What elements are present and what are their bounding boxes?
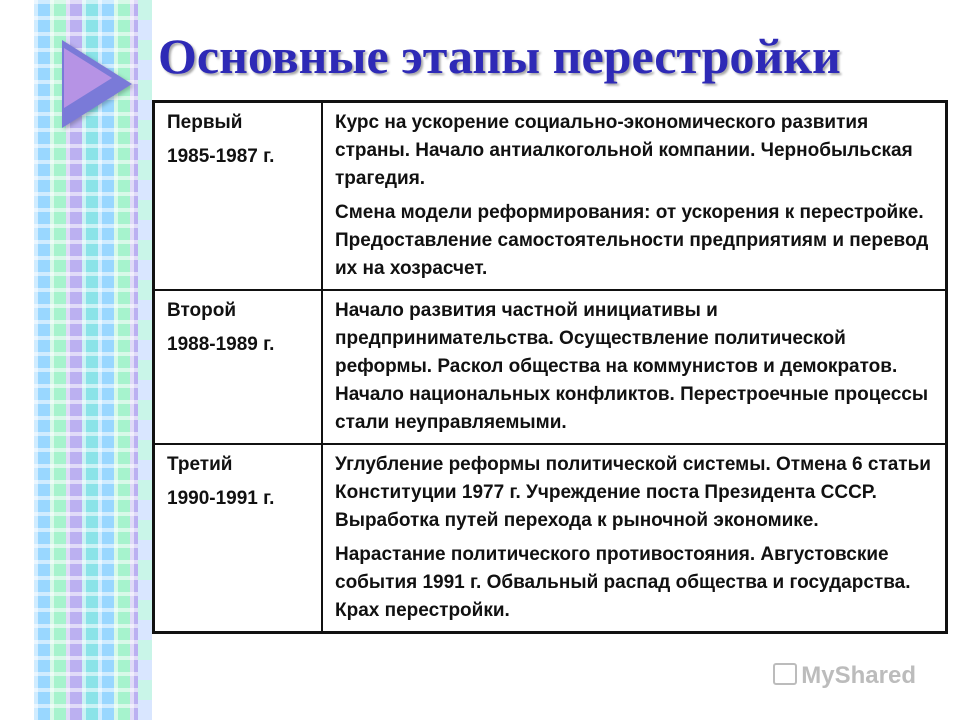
stage-name: Второй bbox=[167, 300, 237, 321]
stage-cell bbox=[154, 102, 323, 291]
description-paragraph: Курс на ускорение социально-экономического развития страны. Начало антиалкогольной компании. Чернобыльская трагедия. bbox=[335, 112, 913, 189]
slide-title: Основные этапы перестройки bbox=[158, 28, 841, 84]
description-paragraph: Нарастание политического противостояния. Августовские события 1991 г. Обвальный распад общества и государства. Крах перестройки. bbox=[335, 544, 911, 621]
stage-description bbox=[322, 444, 947, 633]
stage-description bbox=[322, 102, 947, 291]
table-row bbox=[154, 290, 947, 444]
stage-cell bbox=[154, 290, 323, 444]
decorative-strip-edge bbox=[138, 0, 152, 720]
stage-name: Первый bbox=[167, 112, 243, 133]
presentation-icon bbox=[773, 663, 797, 685]
stage-name: Третий bbox=[167, 454, 233, 475]
watermark-text: MyShared bbox=[801, 662, 916, 689]
table-row bbox=[154, 444, 947, 633]
decorative-arrow-highlight bbox=[64, 48, 112, 108]
stage-description bbox=[322, 290, 947, 444]
stage-years: 1988-1989 г. bbox=[167, 334, 275, 355]
description-paragraph: Углубление реформы политической системы. Отмена 6 статьи Конституции 1977 г. Учреждение поста Президента СССР. Выработка путей перехода к рыночной экономике. bbox=[335, 454, 931, 531]
stage-cell bbox=[154, 444, 323, 633]
description-paragraph: Смена модели реформирования: от ускорения к перестройке. Предоставление самостоятельности предприятиям и перевод их на хозрасчет. bbox=[335, 202, 929, 279]
stage-years: 1985-1987 г. bbox=[167, 146, 275, 167]
table-row bbox=[154, 102, 947, 291]
description-paragraph: Начало развития частной инициативы и предпринимательства. Осуществление политической реформы. Раскол общества на коммунистов и демократов. Начало национальных конфликтов. Перестроечные процессы стали неуправляемыми. bbox=[335, 300, 929, 433]
watermark bbox=[773, 662, 916, 690]
stages-table bbox=[152, 100, 948, 634]
stage-years: 1990-1991 г. bbox=[167, 488, 275, 509]
